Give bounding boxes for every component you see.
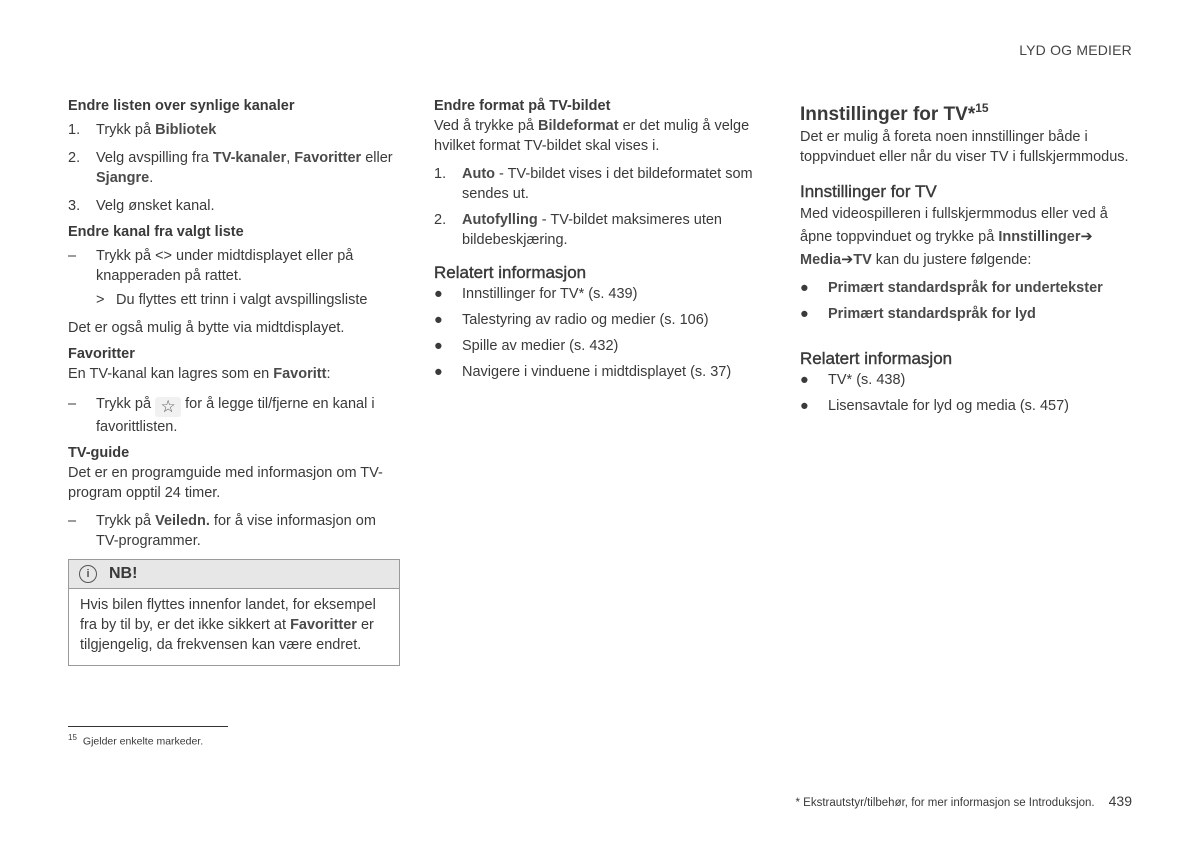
step-number: 1. [434, 166, 447, 182]
step-text: eller [361, 150, 393, 166]
dash-marker: – [68, 248, 77, 264]
ui-label-sjangre: Sjangre [96, 170, 150, 186]
related-link[interactable] [434, 336, 766, 356]
related-link-text[interactable]: Spille av medier (s. 432) [462, 338, 619, 354]
related-link[interactable] [434, 310, 766, 330]
step-text: . [149, 170, 154, 186]
step-text: , [286, 150, 295, 166]
heading-endre-listen: Endre listen over synlige kanaler [68, 98, 295, 114]
bullet-icon: ● [434, 286, 443, 302]
bullet-icon: ● [800, 280, 809, 296]
bullet-icon: ● [434, 338, 443, 354]
bullet-icon: ● [434, 312, 443, 328]
related-link-text[interactable]: Innstillinger for TV* (s. 439) [462, 286, 638, 302]
heading-relatert: Relatert informasjon [800, 349, 953, 368]
bullet-icon: ● [800, 372, 809, 388]
note-text: er tilgjengelig, da frekvensen kan være endret. [80, 617, 374, 653]
heading-innstillinger: Innstillinger for TV [800, 182, 937, 201]
related-link[interactable] [800, 370, 1132, 390]
step-3 [68, 196, 400, 216]
fav-text: En TV-kanal kan lagres som en [68, 366, 274, 382]
format-item-1 [434, 164, 766, 204]
step-number: 2. [68, 150, 81, 166]
column-middle [434, 96, 766, 382]
bullet-icon: ● [434, 364, 443, 380]
page-title [800, 96, 1132, 127]
heading-endre-kanal: Endre kanal fra valgt liste [68, 224, 244, 240]
note-title: NB! [109, 565, 138, 582]
related-link[interactable] [434, 284, 766, 304]
result-marker: > [96, 292, 105, 308]
ui-label-autofylling: Autofylling [462, 212, 538, 228]
item-text: - TV-bildet vises i det bildeformatet som sendes ut. [462, 166, 753, 202]
heading-endre-format: Endre format på TV-bildet [434, 98, 611, 114]
ui-label-bildeformat: Bildeformat [537, 118, 619, 134]
footnote-ref: 15 [975, 101, 989, 115]
footer-note: * Ekstrautstyr/tilbehør, for mer informasjon se Introduksjon. [795, 797, 1095, 809]
option-text: Primært standardspråk for undertekster [828, 280, 1103, 296]
star-icon: ☆ [155, 397, 181, 417]
related-link[interactable] [800, 396, 1132, 416]
dash-text: for å vise informasjon om TV-programmer. [96, 513, 376, 549]
note-header [69, 560, 399, 589]
ui-label-tv: TV [853, 252, 872, 268]
dash-item-3 [68, 511, 400, 551]
ui-label-media: Media [800, 252, 842, 268]
option-item [800, 304, 1132, 324]
paragraph-intro: Det er mulig å foreta noen innstillinger både i toppvinduet eller når du viser TV i fullskjermmodus. [800, 129, 1129, 165]
para-text: Ved å trykke på [434, 118, 538, 134]
ui-label-bibliotek: Bibliotek [155, 122, 217, 138]
ui-label-veiledn: Veiledn. [155, 513, 210, 529]
arrow-right-icon: ➔ [1080, 229, 1093, 245]
section-header: LYD OG MEDIER [1019, 42, 1132, 58]
dash-item-2 [68, 394, 400, 437]
paragraph-favoritt [68, 364, 400, 384]
option-text: Primært standardspråk for lyd [828, 306, 1036, 322]
para-text: Med videospilleren i fullskjermmodus eller ved å åpne toppvinduet og trykke på [800, 206, 1108, 245]
paragraph-mulig: Det er også mulig å bytte via midtdisplayet. [68, 320, 345, 336]
ui-label-tv-kanaler: TV-kanaler [212, 150, 287, 166]
related-link-text[interactable]: Navigere i vinduene i midtdisplayet (s. 37) [462, 364, 732, 380]
footnote-divider [68, 726, 228, 727]
heading-favoritter: Favoritter [68, 346, 135, 362]
step-number: 3. [68, 198, 81, 214]
dash-text: Trykk på [96, 396, 156, 412]
dash-text: Trykk på <> under midtdisplayet eller på knapperaden på rattet. [96, 248, 354, 284]
format-item-2 [434, 210, 766, 250]
footnote-text: Gjelder enkelte markeder. [82, 735, 204, 748]
option-item [800, 278, 1132, 298]
step-text: Velg ønsket kanal. [96, 198, 215, 214]
footnote-number: 15 [68, 733, 77, 742]
step-text: Velg avspilling fra [96, 150, 213, 166]
sub-item-1 [68, 290, 400, 310]
related-link[interactable] [434, 362, 766, 382]
fav-text: : [326, 366, 331, 382]
dash-item-1 [68, 246, 400, 286]
paragraph-bildeformat [434, 116, 766, 156]
para-text: er det mulig å velge hvilket format TV-bildet skal vises i. [434, 118, 750, 154]
step-number: 1. [68, 122, 81, 138]
dash-marker: – [68, 396, 77, 412]
para-text: kan du justere følgende: [871, 252, 1032, 268]
dash-text: Trykk på [96, 513, 156, 529]
related-link-text[interactable]: Lisensavtale for lyd og media (s. 457) [828, 398, 1069, 414]
title-text: Innstillinger for TV* [800, 104, 976, 125]
bullet-icon: ● [800, 306, 809, 322]
note-body [69, 589, 399, 665]
ui-label-favoritter: Favoritter [290, 617, 357, 633]
paragraph-innstillinger [800, 203, 1132, 272]
step-1 [68, 120, 400, 140]
related-link-text[interactable]: TV* (s. 438) [828, 372, 906, 388]
column-right [800, 96, 1132, 416]
heading-tv-guide: TV-guide [68, 445, 130, 461]
ui-label-favoritt: Favoritt [273, 366, 327, 382]
info-icon: i [79, 565, 97, 583]
step-2 [68, 148, 400, 188]
page-number: 439 [1108, 793, 1132, 809]
page-footer [796, 791, 1132, 813]
ui-label-innstillinger: Innstillinger [998, 229, 1081, 245]
arrow-right-icon: ➔ [841, 252, 854, 268]
bullet-icon: ● [800, 398, 809, 414]
dash-marker: – [68, 513, 77, 529]
note-box [68, 559, 400, 666]
footnote [68, 731, 203, 749]
paragraph-tv-guide: Det er en programguide med informasjon om TV-program opptil 24 timer. [68, 465, 383, 501]
item-text: - TV-bildet maksimeres uten bildebeskjæring. [462, 212, 722, 248]
sub-text: Du flyttes ett trinn i valgt avspillingsliste [116, 292, 368, 308]
step-number: 2. [434, 212, 447, 228]
related-link-text[interactable]: Talestyring av radio og medier (s. 106) [462, 312, 709, 328]
note-text: Hvis bilen flyttes innenfor landet, for eksempel fra by til by, er det ikke sikkert at [80, 597, 376, 633]
dash-text: for å legge til/fjerne en kanal i favorittlisten. [96, 396, 375, 435]
heading-relatert: Relatert informasjon [434, 263, 587, 282]
step-text: Trykk på [96, 122, 156, 138]
ui-label-auto: Auto [462, 166, 496, 182]
ui-label-favoritter: Favoritter [294, 150, 362, 166]
column-left [68, 96, 400, 551]
